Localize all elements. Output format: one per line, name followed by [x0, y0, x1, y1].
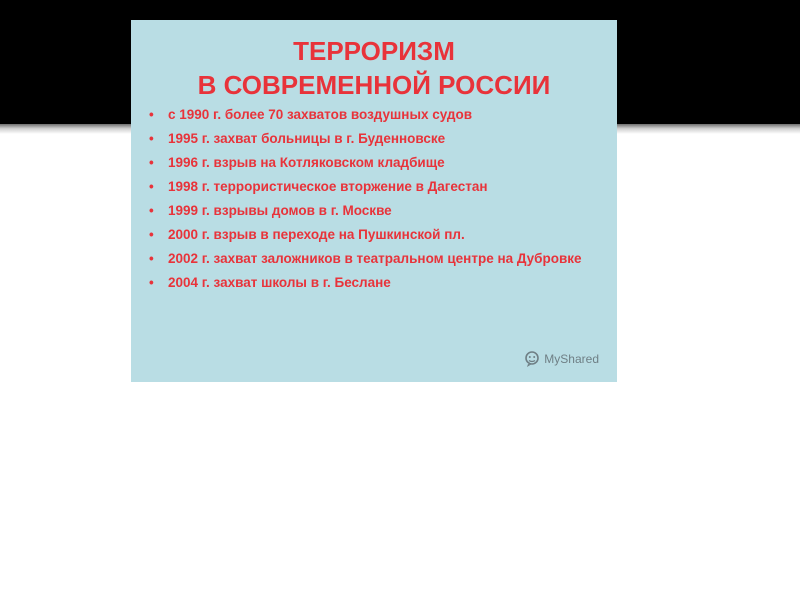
bullet-dot: • — [149, 131, 154, 146]
bullet-dot: • — [149, 107, 154, 122]
bullet-dot: • — [149, 155, 154, 170]
bullet-text: 2002 г. захват заложников в театральном центре на Дубровке — [168, 251, 582, 266]
bullet-dot: • — [149, 203, 154, 218]
bullet-item — [147, 106, 609, 124]
bullet-item — [147, 130, 609, 148]
bullet-text: 1996 г. взрыв на Котляковском кладбище — [168, 155, 445, 170]
slide-title-line-1: ТЕРРОРИЗМ — [293, 36, 455, 66]
bullet-text: 1999 г. взрывы домов в г. Москве — [168, 203, 392, 218]
bullet-text: 2000 г. взрыв в переходе на Пушкинской пл. — [168, 227, 465, 242]
bullet-text: 1998 г. террористическое вторжение в Дагестан — [168, 179, 488, 194]
bullet-text: 1995 г. захват больницы в г. Буденновске — [168, 131, 446, 146]
slide-title — [131, 34, 617, 102]
watermark-text: MyShared — [544, 352, 599, 366]
bullet-text: 2004 г. захват школы в г. Беслане — [168, 275, 391, 290]
bullet-dot: • — [149, 179, 154, 194]
bullet-item — [147, 226, 609, 244]
slide-image — [131, 20, 617, 382]
bullet-text: с 1990 г. более 70 захватов воздушных судов — [168, 107, 473, 122]
myshared-logo-icon — [523, 350, 541, 368]
bullet-item — [147, 178, 609, 196]
bullet-item — [147, 274, 609, 292]
bullet-list — [147, 106, 609, 298]
watermark — [523, 350, 599, 368]
bullet-item — [147, 202, 609, 220]
bullet-item — [147, 154, 609, 172]
bullet-item — [147, 250, 609, 268]
bullet-dot: • — [149, 251, 154, 266]
bullet-dot: • — [149, 227, 154, 242]
slide-title-line-2: В СОВРЕМЕННОЙ РОССИИ — [197, 70, 551, 100]
bullet-dot: • — [149, 275, 154, 290]
